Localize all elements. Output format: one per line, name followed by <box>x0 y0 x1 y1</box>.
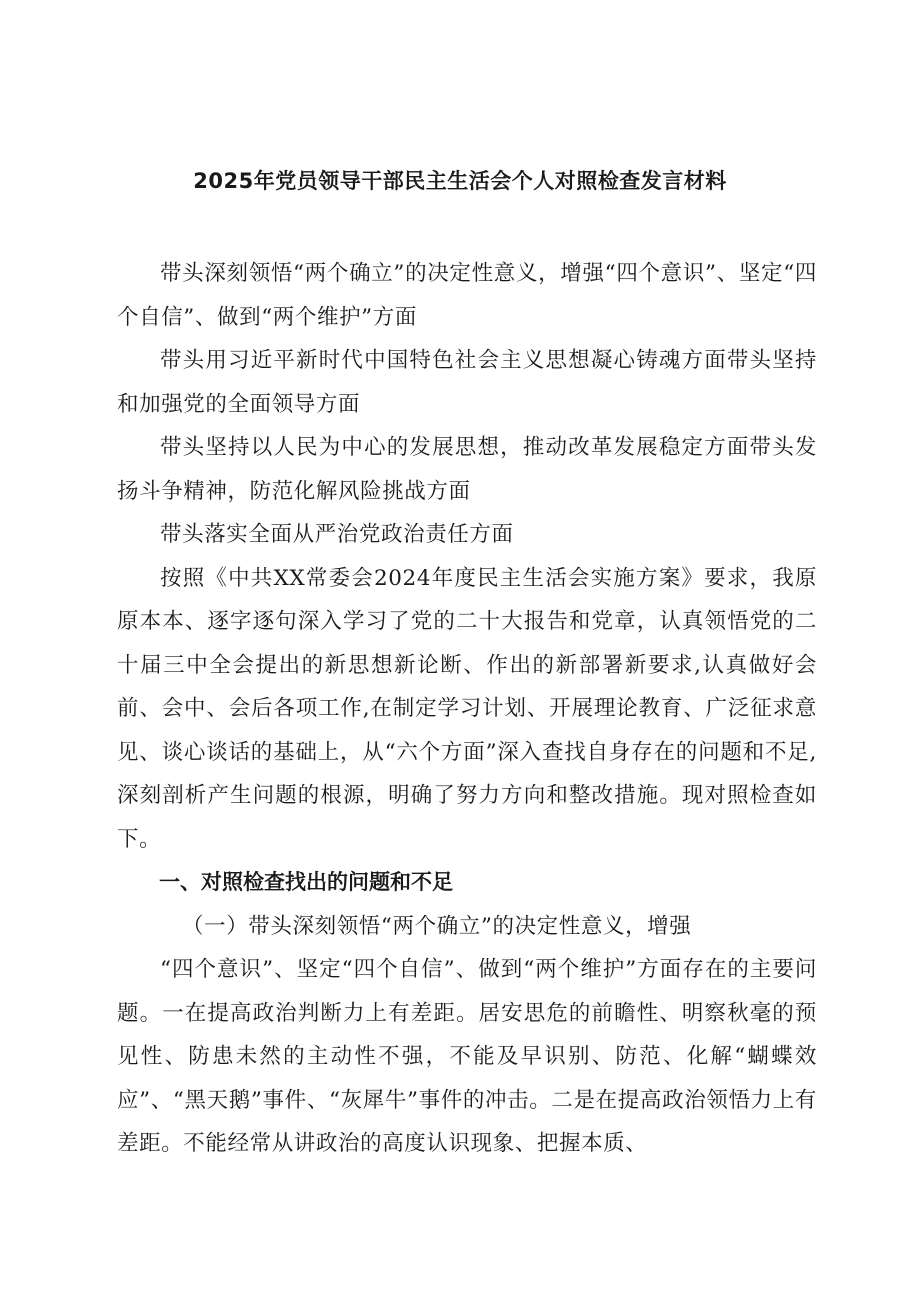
section-heading: 一、对照检查找出的问题和不足 <box>159 870 453 894</box>
paragraph-3: 带头坚持以人民为中心的发展思想，推动改革发展稳定方面带头发扬斗争精神，防范化解风险挑战方面 <box>117 435 817 504</box>
paragraph-5: 按照《中共XX常委会2024年度民主生活会实施方案》要求，我原原本本、逐字逐句深入学习了党的二十大报告和党章，认真领悟党的二十届三中全会提出的新思想新论断、作出的新部署新要求,认真做好会前、会中、会后各项工作,在制定学习计划、开展理论教育、广泛征求意见、谈心谈话的基础上，从“六个方面”深入查找自身存在的问题和不足,深刻剖析产生问题的根源，明确了努力方向和整改措施。现对照检查如下。 <box>117 565 817 852</box>
subsection-heading: （一）带头深刻领悟“两个确立”的决定性意义，增强 <box>182 913 692 939</box>
document-body <box>117 252 817 1166</box>
subsection-body: “四个意识”、坚定“四个自信”、做到“两个维护”方面存在的主要问题。一在提高政治判断力上有差距。居安思危的前瞻性、明察秋毫的预见性、防患未然的主动性不强，不能及早识别、防范、化解“蝴蝶效应”、“黑天鹅”事件、“灰犀牛”事件的冲击。二是在提高政治领悟力上有差距。不能经常从讲政治的高度认识现象、把握本质、 <box>117 957 817 1156</box>
paragraph-2: 带头用习近平新时代中国特色社会主义思想凝心铸魂方面带头坚持和加强党的全面领导方面 <box>117 348 817 417</box>
paragraph-4: 带头落实全面从严治党政治责任方面 <box>160 522 514 547</box>
document-title: 2025年党员领导干部民主生活会个人对照检查发言材料 <box>193 169 727 193</box>
paragraph-1: 带头深刻领悟“两个确立”的决定性意义，增强“四个意识”、坚定“四个自信”、做到“两个维护”方面 <box>117 261 817 330</box>
